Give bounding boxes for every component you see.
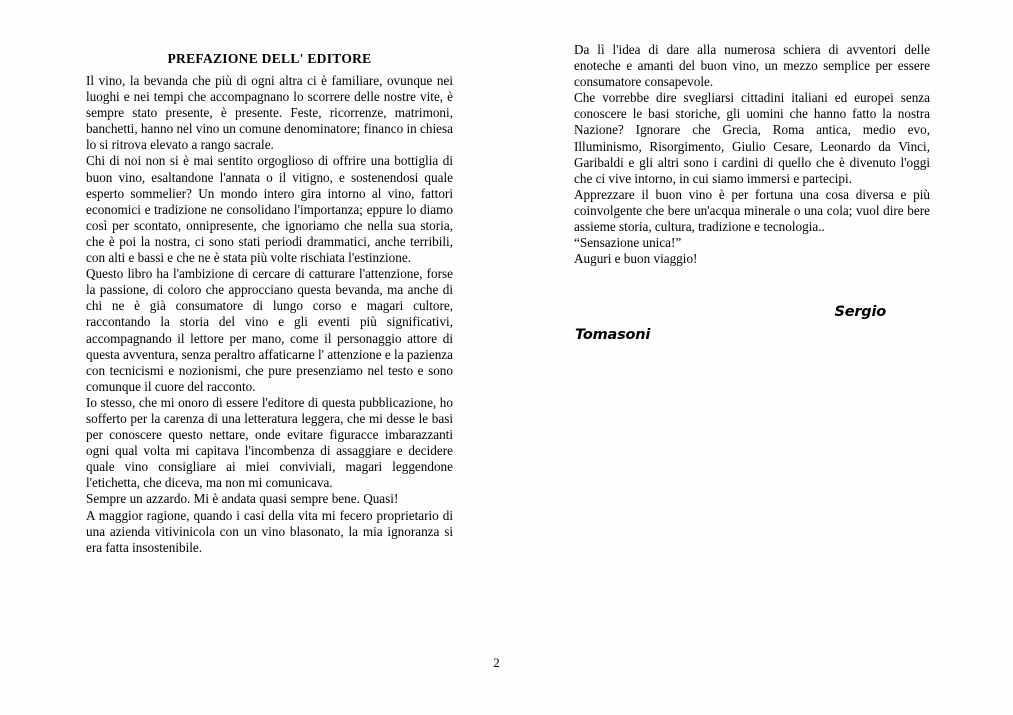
paragraph: Apprezzare il buon vino è per fortuna una cosa diversa e più coinvolgente che bere un'acqua minerale o una cola; vuol dire bere assieme storia, cultura, tradizione e tecnologia.. — [574, 186, 930, 235]
page-title: PREFAZIONE DELL' EDITORE — [167, 51, 372, 67]
paragraph: Il vino, la bevanda che più di ogni altra ci è familiare, ovunque nei luoghi e nei tempi che accompagnano lo scorrere delle nostre vite, è sempre stato presente, è presente. Feste, ricorrenze, matrimoni, banchetti, hanno nel vino un comune denominatore; financo in chiesa lo si ritrova elevato a rango sacrale. — [86, 73, 453, 153]
paragraph: Io stesso, che mi onoro di essere l'editore di questa pubblicazione, ho sofferto per la carenza di una letteratura leggera, che mi desse le basi per conoscere questo nettare, onde evitare figuracce imbarazzanti ogni qual volta mi capitava l'incombenza di assaggiare e decidere quale vino consigliare ai miei conviviali, magari leggendone l'etichetta, che diceva, ma non mi comunicava. — [86, 394, 453, 491]
signature-first-name: Sergio — [834, 304, 886, 320]
paragraph: Chi di noi non si è mai sentito orgoglioso di offrire una bottiglia di buon vino, esaltandone l'annata o il vitigno, e sostenendosi quale esperto sommelier? Un mondo intero gira intorno al vino, fattori economici e tradizione ne consolidano l'importanza; eppure lo diamo così per scontato, onnipresente, che ignoriamo che nella sua storia, che è poi la nostra, ci sono stati periodi drammatici, anche terribili, con alti e bassi e che ne è stata più volte rischiata l'estinzione. — [86, 153, 453, 266]
right-column-body — [574, 42, 930, 267]
paragraph: Che vorrebbe dire svegliarsi cittadini italiani ed europei senza conoscere le basi storiche, gli uomini che hanno fatto la nostra Nazione? Ignorare che Grecia, Roma antica, medio evo, Illuminismo, Risorgimento, Giulio Cesare, Leonardo da Vinci, Garibaldi e gli altri sono i cardini di quello che è divenuto l'oggi che ci vive intorno, in cui siamo immersi e partecipi. — [574, 90, 930, 186]
page-number: 2 — [493, 655, 500, 670]
paragraph: Auguri e buon viaggio! — [574, 251, 698, 267]
paragraph: A maggior ragione, quando i casi della vita mi fecero proprietario di una azienda vitivinicola con un vino blasonato, la mia ignoranza si era fatta insostenibile. — [86, 507, 453, 555]
paragraph: Questo libro ha l'ambizione di cercare di catturare l'attenzione, forse la passione, di coloro che approcciano questa bevanda, ma anche di chi ne è già consumatore di lungo corso e magari cultore, raccontando la storia del vino e gli eventi più significativi, accompagnando il lettore per mano, come il personaggio attore di questa avventura, senza peraltro affaticarne l' attenzione e la pazienza con tecnicismi e nozionismi, che pure presenziamo nel testo e sono comunque il cuore del racconto. — [86, 266, 453, 394]
signature-last-name: Tomasoni — [575, 327, 651, 343]
paragraph: Sempre un azzardo. Mi è andata quasi sempre bene. Quasi! — [86, 491, 399, 507]
paragraph: Da lì l'idea di dare alla numerosa schiera di avventori delle enoteche e amanti del buon vino, un mezzo semplice per essere consumatore consapevole. — [574, 42, 930, 90]
paragraph: “Sensazione unica!” — [574, 235, 682, 251]
left-column-body — [86, 73, 453, 556]
